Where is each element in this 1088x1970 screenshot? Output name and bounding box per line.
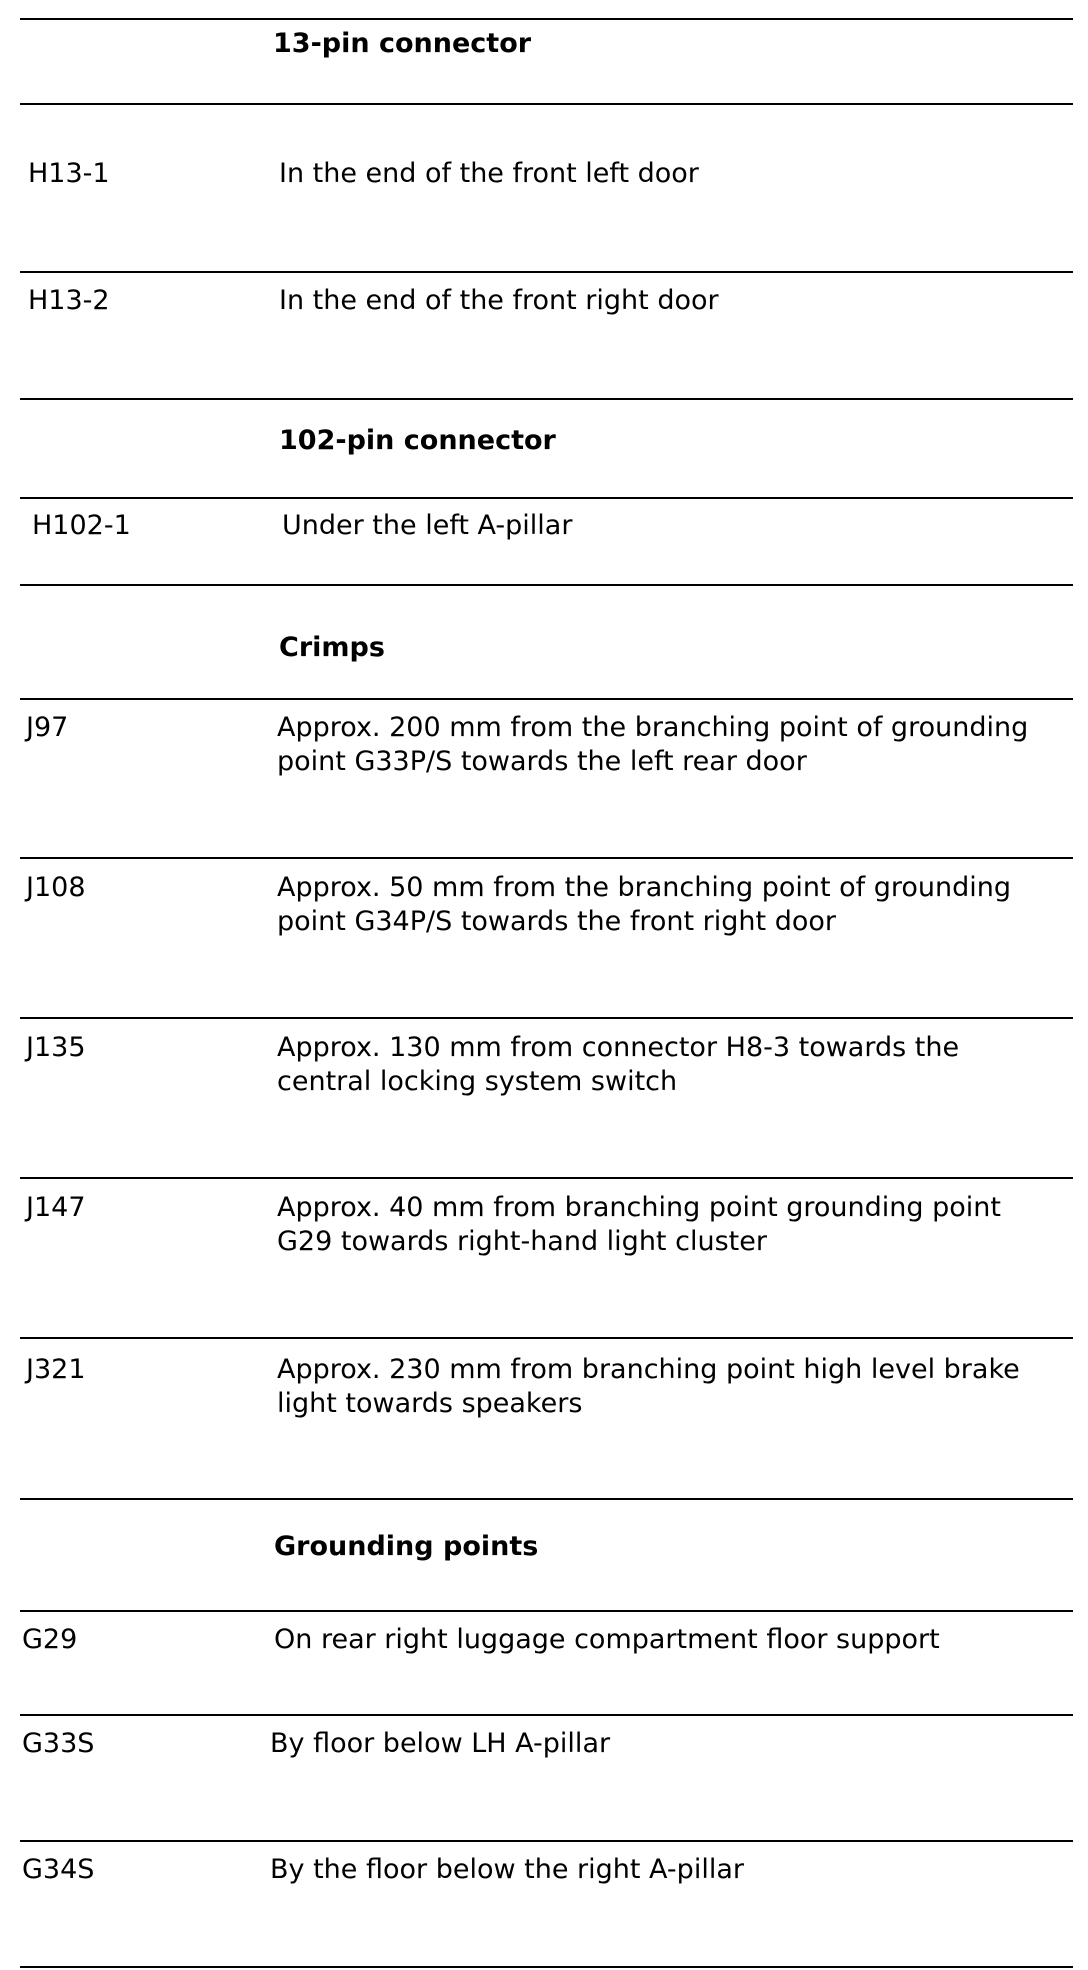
- row-code: J321: [26, 1354, 86, 1385]
- row-location-line: Approx. 50 mm from the branching point of grounding: [277, 872, 1012, 903]
- row-location-line: Approx. 40 mm from branching point grounding point: [277, 1192, 1001, 1223]
- row-location-line: Approx. 230 mm from branching point high level brake: [277, 1354, 1020, 1385]
- section-header-13-pin: 13-pin connector: [273, 28, 532, 59]
- table-rule: [20, 1337, 1073, 1339]
- table-rule: [20, 1177, 1073, 1179]
- row-code: H13-1: [28, 158, 110, 189]
- row-location: By floor below LH A-pillar: [270, 1728, 611, 1759]
- table-rule: [20, 1017, 1073, 1019]
- row-location-line: G29 towards right-hand light cluster: [277, 1226, 767, 1257]
- table-rule: [20, 698, 1073, 700]
- table-rule: [20, 497, 1073, 499]
- table-rule: [20, 398, 1073, 400]
- row-location-line: point G34P/S towards the front right door: [277, 906, 836, 937]
- row-location-line: light towards speakers: [277, 1388, 583, 1419]
- row-code: G29: [22, 1624, 78, 1655]
- table-rule: [20, 584, 1073, 586]
- row-location-line: Approx. 130 mm from connector H8-3 towards the: [277, 1032, 960, 1063]
- row-code: G34S: [22, 1854, 95, 1885]
- row-location: In the end of the front right door: [279, 285, 719, 316]
- row-code: H102-1: [32, 510, 131, 541]
- row-location: By the floor below the right A-pillar: [270, 1854, 744, 1885]
- table-rule: [20, 857, 1073, 859]
- table-rule: [20, 1966, 1073, 1968]
- row-location: On rear right luggage compartment floor support: [274, 1624, 940, 1655]
- row-code: J108: [26, 872, 86, 903]
- table-rule: [20, 1714, 1073, 1716]
- table-rule: [20, 103, 1073, 105]
- table-rule: [20, 271, 1073, 273]
- row-location: Under the left A-pillar: [282, 510, 573, 541]
- row-code: J147: [26, 1192, 86, 1223]
- section-header-102-pin: 102-pin connector: [279, 425, 556, 456]
- table-rule: [20, 1498, 1073, 1500]
- row-code: J97: [26, 712, 69, 743]
- row-code: G33S: [22, 1728, 95, 1759]
- table-rule: [20, 1610, 1073, 1612]
- row-location: In the end of the front left door: [279, 158, 699, 189]
- row-code: H13-2: [28, 285, 110, 316]
- row-code: J135: [26, 1032, 86, 1063]
- row-location-line: central locking system switch: [277, 1066, 678, 1097]
- table-rule: [20, 1840, 1073, 1842]
- row-location-line: point G33P/S towards the left rear door: [277, 746, 807, 777]
- row-location-line: Approx. 200 mm from the branching point of grounding: [277, 712, 1029, 743]
- table-rule: [20, 18, 1073, 20]
- section-header-crimps: Crimps: [279, 632, 385, 663]
- section-header-grounding-points: Grounding points: [274, 1531, 539, 1562]
